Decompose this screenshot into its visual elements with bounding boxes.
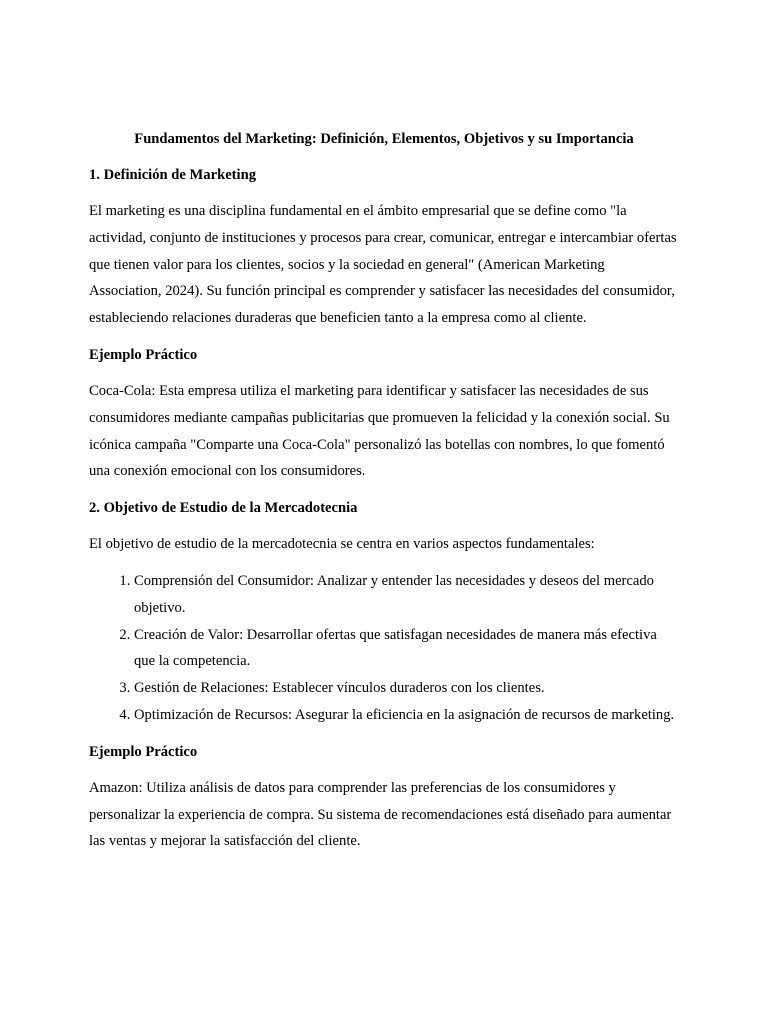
section-1-heading: 1. Definición de Marketing [89, 167, 257, 183]
section-2-heading: 2. Objetivo de Estudio de la Mercadotecnia [89, 500, 358, 517]
list-item: 4. Optimización de Recursos: Asegurar la eficiencia en la asignación de recursos de marketing. [134, 702, 679, 729]
example-1-paragraph: Coca-Cola: Esta empresa utiliza el marketing para identificar y satisfacer las necesidades de sus consumidores mediante campañas publicitarias que promueven la felicidad y la conexión social. Su icónica campaña "Comparte una Coca-Cola" personalizó las botellas con nombres, lo que fomentó una conexión emocional con los consumidores. [89, 382, 670, 480]
example-1-heading: Ejemplo Práctico [89, 346, 198, 363]
list-item: 2. Creación de Valor: Desarrollar ofertas que satisfagan necesidades de manera más efectiva que la competencia. [134, 622, 679, 676]
section-1-paragraph: El marketing es una disciplina fundamental en el ámbito empresarial que se define como "la actividad, conjunto de instituciones y procesos para crear, comunicar, entregar e intercambiar ofertas que tienen valor para los clientes, socios y la sociedad en general" (American Marketing Association, 2024). Su función principal es comprender y satisfacer las necesidades del consumidor, estableciendo relaciones duraderas que beneficien tanto a la empresa como al cliente. [89, 203, 677, 327]
example-2-heading: Ejemplo Práctico [89, 743, 198, 760]
document-title: Fundamentos del Marketing: Definición, Elementos, Objetivos y su Importancia [134, 131, 634, 147]
list-item: 3. Gestión de Relaciones: Establecer vínculos duraderos con los clientes. [134, 675, 679, 702]
example-2-paragraph: Amazon: Utiliza análisis de datos para comprender las preferencias de los consumidores y personalizar la experiencia de compra. Su sistema de recomendaciones está diseñado para aumentar las ventas y mejorar la satisfacción del cliente. [89, 779, 672, 850]
section-2-intro: El objetivo de estudio de la mercadotecnia se centra en varios aspectos fundamentales: [89, 536, 595, 553]
list-item: 1. Comprensión del Consumidor: Analizar y entender las necesidades y deseos del mercado objetivo. [134, 568, 679, 622]
objectives-list [89, 568, 679, 729]
